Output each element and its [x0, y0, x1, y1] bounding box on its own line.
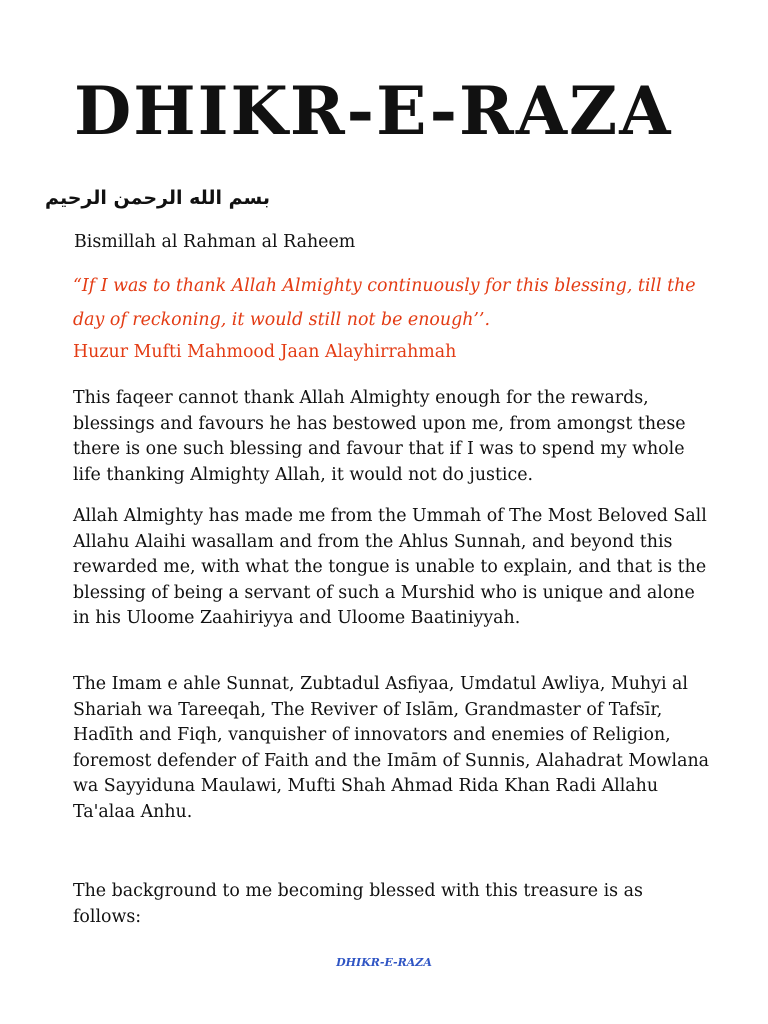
page-footer: DHIKR-E-RAZA: [336, 956, 432, 969]
paragraph: The background to me becoming blessed with this treasure is as follows:: [73, 881, 643, 927]
document-title: DHIKR-E-RAZA: [74, 72, 673, 150]
paragraph: The Imam e ahle Sunnat, Zubtadul Asfiyaa, Umdatul Awliya, Muhyi al Shariah wa Tareeqah, The Reviver of Islām, Grandmaster of Tafsīr, Hadīth and Fiqh, vanquisher of innovators and enemies of Religion, foremost defender of Faith and the Imām of Sunnis, Alahadrat Mowlana wa Sayyiduna Maulawi, Mufti Shah Ahmad Rida Khan Radi Allahu Ta'alaa Anhu.: [73, 674, 710, 822]
basmala-transliteration: Bismillah al Rahman al Raheem: [74, 232, 356, 252]
quote-attribution: Huzur Mufti Mahmood Jaan Alayhirrahmah: [73, 342, 457, 362]
paragraph: Allah Almighty has made me from the Ummah of The Most Beloved Sall Allahu Alaihi wasallam and from the Ahlus Sunnah, and beyond this rewarded me, with what the tongue is unable to explain, and that is the blessing of being a servant of such a Murshid who is unique and alone in his Uloome Zaahiriyya and Uloome Baatiniyyah.: [73, 506, 707, 628]
quote-text: “If I was to thank Allah Almighty continuously for this blessing, till the day of reckoning, it would still not be enough’’.: [73, 276, 696, 330]
paragraph: This faqeer cannot thank Allah Almighty enough for the rewards, blessings and favours he has bestowed upon me, from amongst these there is one such blessing and favour that if I was to spend my whole life thanking Almighty Allah, it would not do justice.: [73, 388, 686, 485]
arabic-basmala: بسم الله الرحمن الرحيم: [45, 187, 270, 209]
